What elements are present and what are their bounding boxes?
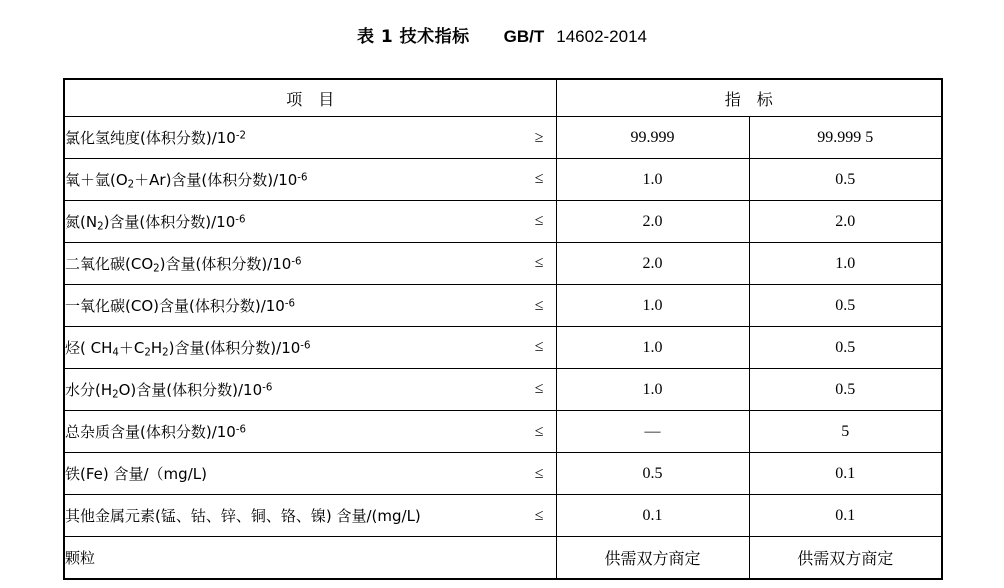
table-row (64, 537, 942, 580)
standard-number: 14602-2014 (556, 27, 648, 46)
item-comparison-symbol: ≤ (534, 212, 544, 230)
cell-value-2: 1.0 (749, 243, 942, 285)
cell-value-2: 0.1 (749, 495, 942, 537)
cell-value-2: 0.5 (749, 159, 942, 201)
cell-value-2: 供需双方商定 (749, 537, 942, 580)
cell-item-name (64, 201, 556, 243)
cell-value-2: 0.1 (749, 453, 942, 495)
item-comparison-symbol: ≤ (534, 380, 544, 398)
cell-value-1: 1.0 (556, 285, 749, 327)
cell-value-1: 0.1 (556, 495, 749, 537)
cell-value-2: 0.5 (749, 327, 942, 369)
item-name-text: 水分$(H_2O)$含量(体积分数)$/10^{-6}$ (65, 380, 273, 401)
item-comparison-symbol: ≤ (534, 338, 544, 356)
cell-item-name (64, 327, 556, 369)
cell-item-name (64, 117, 556, 159)
item-name-text: 一氧化碳(CO)含量(体积分数)$/10^{-6}$ (65, 297, 296, 315)
spec-table (63, 78, 943, 580)
cell-value-1: 2.0 (556, 201, 749, 243)
cell-value-1: 99.999 (556, 117, 749, 159)
cell-value-1: — (556, 411, 749, 453)
cell-value-1: 0.5 (556, 453, 749, 495)
table-header-row (64, 79, 942, 117)
table-row (64, 285, 942, 327)
item-comparison-symbol: ≤ (534, 296, 544, 314)
cell-item-name (64, 453, 556, 495)
cell-value-1: 1.0 (556, 327, 749, 369)
table-title (0, 22, 1004, 47)
cell-item-name (64, 495, 556, 537)
cell-value-1: 1.0 (556, 159, 749, 201)
table-title-label: 表 1 技术指标 (356, 27, 470, 47)
item-name-text: 氯化氢纯度(体积分数)$/10^{-2}$ (65, 129, 247, 147)
table-row (64, 243, 942, 285)
table-row (64, 495, 942, 537)
header-item: 项 目 (64, 79, 556, 117)
cell-value-2: 0.5 (749, 285, 942, 327)
table-row (64, 369, 942, 411)
item-comparison-symbol: ≤ (534, 422, 544, 440)
cell-value-2: 99.999 5 (749, 117, 942, 159)
cell-value-1: 2.0 (556, 243, 749, 285)
cell-value-2: 2.0 (749, 201, 942, 243)
item-name-text: 总杂质含量(体积分数)$/10^{-6}$ (65, 423, 247, 441)
cell-value-1: 1.0 (556, 369, 749, 411)
cell-item-name (64, 411, 556, 453)
table-row (64, 201, 942, 243)
item-name-text: 烃( $CH_4+C_2H_2$)含量(体积分数)$/10^{-6}$ (65, 338, 311, 359)
item-comparison-symbol: ≤ (534, 506, 544, 524)
item-comparison-symbol: ≤ (534, 254, 544, 272)
cell-value-2: 5 (749, 411, 942, 453)
table-row (64, 411, 942, 453)
table-row (64, 327, 942, 369)
cell-value-2: 0.5 (749, 369, 942, 411)
item-comparison-symbol: ≤ (534, 170, 544, 188)
standard-prefix: GB/T (503, 27, 545, 46)
cell-item-name (64, 537, 556, 580)
cell-item-name (64, 243, 556, 285)
item-comparison-symbol: ≤ (534, 464, 544, 482)
cell-item-name (64, 369, 556, 411)
item-name-text: 氧＋氩$(O_2+Ar)$含量(体积分数)$/10^{-6}$ (65, 170, 308, 191)
item-name-text: 铁(Fe) 含量/（mg/L) (65, 465, 207, 483)
cell-item-name (64, 159, 556, 201)
spec-table-wrapper (63, 78, 941, 580)
cell-value-1: 供需双方商定 (556, 537, 749, 580)
table-body (64, 117, 942, 580)
item-name-text: 氮$(N_2)$含量(体积分数)$/10^{-6}$ (65, 212, 246, 233)
cell-item-name (64, 285, 556, 327)
table-row (64, 117, 942, 159)
table-row (64, 159, 942, 201)
header-spec: 指 标 (556, 79, 942, 117)
item-comparison-symbol: ≥ (534, 128, 544, 146)
item-name-text: 二氧化碳$(CO_2)$含量(体积分数)$/10^{-6}$ (65, 254, 302, 275)
item-name-text: 颗粒 (65, 549, 96, 567)
item-name-text: 其他金属元素(锰、钴、锌、铜、铬、镍) 含量/(mg/L) (65, 507, 421, 525)
table-row (64, 453, 942, 495)
